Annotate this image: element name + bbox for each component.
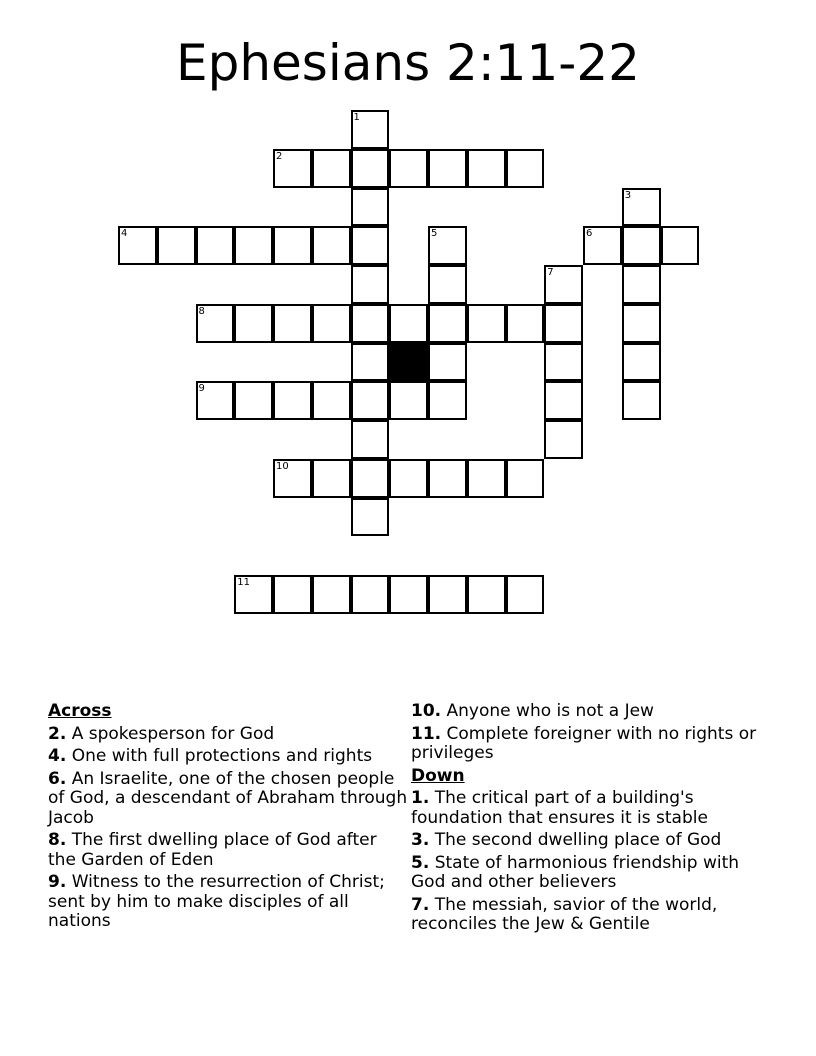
grid-cell[interactable]	[273, 226, 312, 265]
clue-down-7: 7. The messiah, savior of the world, reconciles the Jew & Gentile	[411, 894, 718, 934]
grid-cell[interactable]	[351, 149, 390, 188]
clue-number-label: 4	[121, 228, 128, 240]
grid-cell[interactable]	[312, 304, 351, 343]
clue-number-label: 7	[547, 267, 554, 278]
grid-cell[interactable]	[118, 226, 157, 265]
grid-cell[interactable]	[428, 381, 467, 420]
grid-cell[interactable]	[467, 459, 506, 498]
grid-cell[interactable]	[351, 575, 390, 614]
grid-cell[interactable]	[428, 304, 467, 343]
grid-cell[interactable]	[351, 459, 390, 498]
clue-number-label: 6	[586, 228, 593, 240]
grid-cell[interactable]	[196, 304, 235, 343]
page-title: Ephesians 2:11-22	[176, 34, 640, 92]
grid-cell[interactable]	[622, 265, 661, 304]
grid-cell[interactable]	[428, 226, 467, 265]
grid-cell[interactable]	[351, 110, 390, 149]
grid-cell[interactable]	[544, 265, 583, 304]
grid-cell[interactable]	[544, 304, 583, 343]
grid-cell[interactable]	[196, 226, 235, 265]
grid-cell[interactable]	[622, 343, 661, 382]
grid-cell[interactable]	[544, 381, 583, 420]
grid-cell[interactable]	[544, 420, 583, 459]
grid-cell[interactable]	[622, 226, 661, 265]
grid-cell[interactable]	[312, 575, 351, 614]
grid-cell[interactable]	[506, 149, 545, 188]
clue-across-2: 2. A spokesperson for God	[48, 723, 275, 744]
grid-cell[interactable]	[467, 304, 506, 343]
grid-cell[interactable]	[428, 343, 467, 382]
clue-across-6: 6. An Israelite, one of the chosen people of God, a descendant of Abraham through Jacob	[48, 768, 408, 828]
grid-cell[interactable]	[351, 188, 390, 227]
grid-cell-blocked	[389, 343, 428, 382]
down-heading: Down	[411, 765, 465, 786]
clue-across-10: 10. Anyone who is not a Jew	[411, 701, 654, 721]
grid-cell[interactable]	[544, 343, 583, 382]
clue-number-label: 3	[624, 189, 632, 201]
clue-number-label: 2	[276, 150, 283, 162]
grid-cell[interactable]	[234, 575, 273, 614]
clue-number-label: 9	[198, 383, 205, 395]
clue-down-3: 3. The second dwelling place of God	[411, 830, 722, 850]
clue-number-label: 10	[276, 460, 289, 472]
grid-cell[interactable]	[351, 343, 390, 382]
grid-cell[interactable]	[234, 304, 273, 343]
clues-column-left	[48, 702, 408, 935]
grid-cell[interactable]	[428, 575, 467, 614]
grid-cell[interactable]	[351, 420, 390, 459]
grid-cell[interactable]	[157, 226, 196, 265]
across-heading: Across	[48, 701, 112, 721]
grid-cell[interactable]	[428, 149, 467, 188]
grid-cell[interactable]	[661, 226, 700, 265]
clue-across-9: 9. Witness to the resurrection of Christ; sent by him to make disciples of all nations	[48, 872, 385, 931]
clue-across-4: 4. One with full protections and rights	[48, 746, 373, 766]
grid-cell[interactable]	[428, 459, 467, 498]
grid-cell[interactable]	[312, 149, 351, 188]
grid-cell[interactable]	[622, 188, 661, 227]
clue-down-5: 5. State of harmonious friendship with God and other believers	[411, 852, 740, 892]
grid-cell[interactable]	[351, 226, 390, 265]
grid-cell[interactable]	[234, 381, 273, 420]
grid-cell[interactable]	[389, 459, 428, 498]
grid-cell[interactable]	[467, 575, 506, 614]
grid-cell[interactable]	[467, 149, 506, 188]
grid-cell[interactable]	[389, 575, 428, 614]
grid-cell[interactable]	[389, 149, 428, 188]
grid-cell[interactable]	[196, 381, 235, 420]
grid-cell[interactable]	[351, 304, 390, 343]
grid-cell[interactable]	[273, 381, 312, 420]
grid-cell[interactable]	[351, 265, 390, 304]
clue-number-label: 1	[353, 112, 360, 123]
grid-cell[interactable]	[234, 226, 273, 265]
grid-cell[interactable]	[273, 575, 312, 614]
clue-across-8: 8. The first dwelling place of God after the Garden of Eden	[48, 830, 377, 870]
grid-cell[interactable]	[506, 459, 545, 498]
clue-number-label: 11	[237, 577, 250, 588]
clue-across-11: 11. Complete foreigner with no rights or privileges	[411, 723, 757, 763]
grid-cell[interactable]	[273, 149, 312, 188]
grid-cell[interactable]	[351, 381, 390, 420]
grid-cell[interactable]	[273, 459, 312, 498]
clue-number-label: 8	[198, 305, 205, 317]
grid-cell[interactable]	[428, 265, 467, 304]
grid-cell[interactable]	[506, 575, 545, 614]
grid-cell[interactable]	[622, 304, 661, 343]
grid-cell[interactable]	[389, 381, 428, 420]
grid-cell[interactable]	[583, 226, 622, 265]
grid-cell[interactable]	[389, 304, 428, 343]
grid-cell[interactable]	[312, 459, 351, 498]
grid-cell[interactable]	[312, 226, 351, 265]
clue-number-label: 5	[431, 228, 438, 240]
grid-cell[interactable]	[622, 381, 661, 420]
grid-cell[interactable]	[273, 304, 312, 343]
clue-down-1: 1. The critical part of a building's foundation that ensures it is stable	[411, 788, 708, 828]
clues-column-right	[411, 702, 771, 938]
grid-cell[interactable]	[351, 498, 390, 537]
grid-cell[interactable]	[506, 304, 545, 343]
grid-cell[interactable]	[312, 381, 351, 420]
